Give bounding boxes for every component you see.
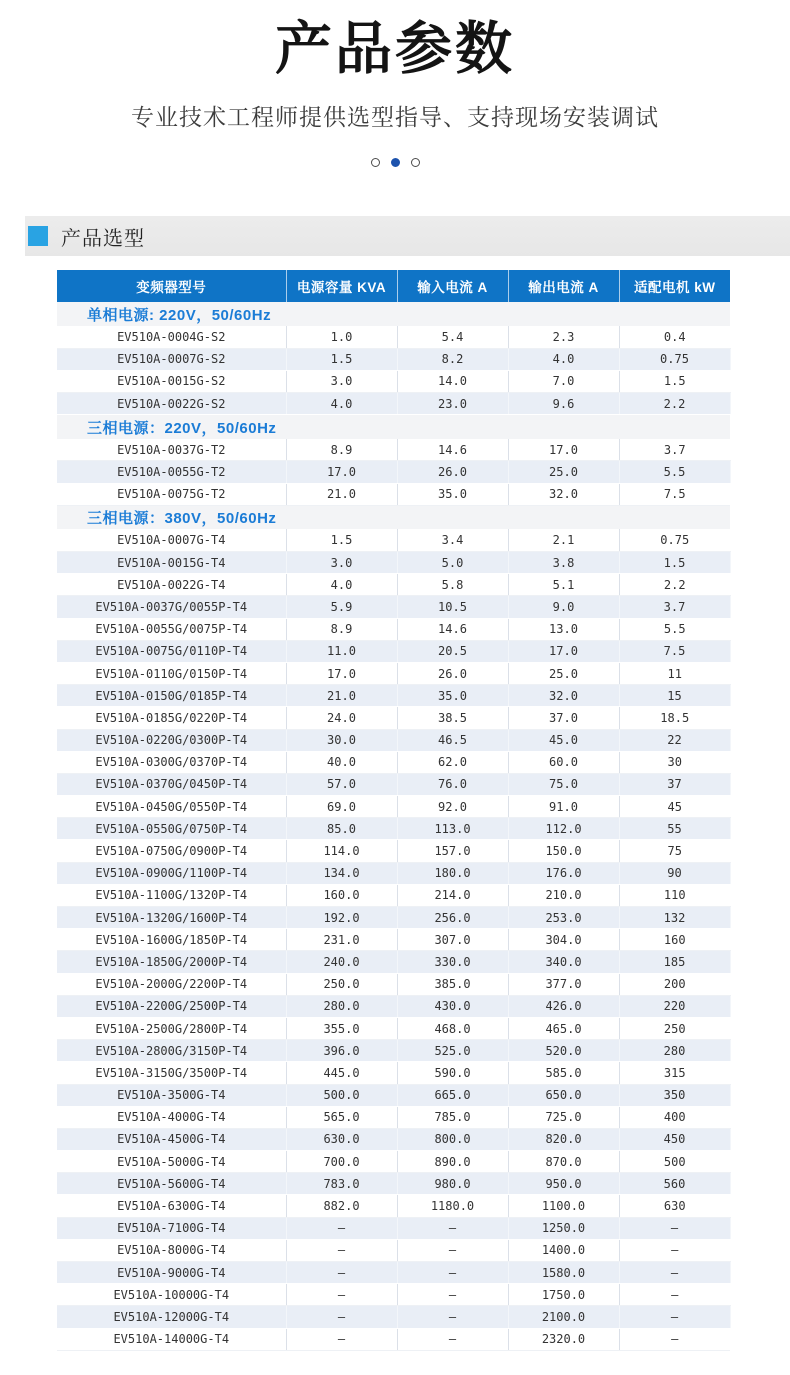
model-cell: EV510A-0300G/0370P-T4 bbox=[57, 751, 286, 773]
value-cell: 32.0 bbox=[508, 483, 619, 505]
carousel-dot-inactive[interactable] bbox=[411, 158, 420, 167]
value-cell: 60.0 bbox=[508, 751, 619, 773]
model-cell: EV510A-5000G-T4 bbox=[57, 1151, 286, 1173]
value-cell: 7.0 bbox=[508, 370, 619, 392]
model-cell: EV510A-3150G/3500P-T4 bbox=[57, 1062, 286, 1084]
value-cell: 5.1 bbox=[508, 574, 619, 596]
value-cell: 785.0 bbox=[397, 1106, 508, 1128]
value-cell: 280 bbox=[619, 1040, 730, 1062]
column-header: 变频器型号 bbox=[57, 270, 286, 302]
table-row bbox=[57, 439, 730, 461]
value-cell: 5.0 bbox=[397, 552, 508, 574]
table-row bbox=[57, 640, 730, 662]
table-row bbox=[57, 1306, 730, 1328]
value-cell: 2.1 bbox=[508, 529, 619, 551]
value-cell: – bbox=[619, 1239, 730, 1261]
model-cell: EV510A-0075G-T2 bbox=[57, 483, 286, 505]
value-cell: 11 bbox=[619, 662, 730, 684]
table-row bbox=[57, 1239, 730, 1261]
value-cell: 4.0 bbox=[286, 393, 397, 415]
value-cell: 160 bbox=[619, 929, 730, 951]
value-cell: 26.0 bbox=[397, 461, 508, 483]
value-cell: 17.0 bbox=[508, 439, 619, 461]
model-cell: EV510A-0185G/0220P-T4 bbox=[57, 707, 286, 729]
value-cell: 1.0 bbox=[286, 326, 397, 348]
value-cell: 520.0 bbox=[508, 1040, 619, 1062]
value-cell: 2.2 bbox=[619, 393, 730, 415]
table-row bbox=[57, 483, 730, 505]
table-row bbox=[57, 461, 730, 483]
model-cell: EV510A-0004G-S2 bbox=[57, 326, 286, 348]
model-cell: EV510A-2800G/3150P-T4 bbox=[57, 1040, 286, 1062]
model-cell: EV510A-7100G-T4 bbox=[57, 1217, 286, 1239]
table-row bbox=[57, 707, 730, 729]
value-cell: 307.0 bbox=[397, 929, 508, 951]
value-cell: 585.0 bbox=[508, 1062, 619, 1084]
column-header: 输出电流 A bbox=[508, 270, 619, 302]
model-cell: EV510A-0900G/1100P-T4 bbox=[57, 862, 286, 884]
value-cell: 25.0 bbox=[508, 662, 619, 684]
table-row bbox=[57, 596, 730, 618]
model-cell: EV510A-0015G-T4 bbox=[57, 552, 286, 574]
value-cell: 92.0 bbox=[397, 796, 508, 818]
value-cell: 253.0 bbox=[508, 907, 619, 929]
value-cell: 200 bbox=[619, 973, 730, 995]
value-cell: 8.9 bbox=[286, 439, 397, 461]
value-cell: 0.4 bbox=[619, 326, 730, 348]
value-cell: 113.0 bbox=[397, 818, 508, 840]
model-cell: EV510A-4000G-T4 bbox=[57, 1106, 286, 1128]
value-cell: 5.4 bbox=[397, 326, 508, 348]
value-cell: 3.7 bbox=[619, 596, 730, 618]
value-cell: 35.0 bbox=[397, 685, 508, 707]
value-cell: 250 bbox=[619, 1017, 730, 1039]
value-cell: 3.7 bbox=[619, 439, 730, 461]
hero-banner bbox=[0, 0, 790, 167]
value-cell: 45 bbox=[619, 796, 730, 818]
value-cell: 62.0 bbox=[397, 751, 508, 773]
value-cell: 14.6 bbox=[397, 439, 508, 461]
value-cell: 400 bbox=[619, 1106, 730, 1128]
value-cell: 500 bbox=[619, 1151, 730, 1173]
value-cell: – bbox=[286, 1328, 397, 1350]
carousel-dot-active[interactable] bbox=[391, 158, 400, 167]
value-cell: 13.0 bbox=[508, 618, 619, 640]
value-cell: – bbox=[286, 1217, 397, 1239]
model-cell: EV510A-0550G/0750P-T4 bbox=[57, 818, 286, 840]
model-cell: EV510A-0055G/0075P-T4 bbox=[57, 618, 286, 640]
model-cell: EV510A-1100G/1320P-T4 bbox=[57, 884, 286, 906]
value-cell: 304.0 bbox=[508, 929, 619, 951]
value-cell: – bbox=[397, 1217, 508, 1239]
value-cell: 665.0 bbox=[397, 1084, 508, 1106]
table-row bbox=[57, 973, 730, 995]
table-row bbox=[57, 929, 730, 951]
value-cell: 5.5 bbox=[619, 618, 730, 640]
value-cell: 450 bbox=[619, 1128, 730, 1150]
value-cell: 110 bbox=[619, 884, 730, 906]
value-cell: 8.9 bbox=[286, 618, 397, 640]
value-cell: 426.0 bbox=[508, 995, 619, 1017]
value-cell: 35.0 bbox=[397, 483, 508, 505]
value-cell: 2.2 bbox=[619, 574, 730, 596]
value-cell: 0.75 bbox=[619, 348, 730, 370]
value-cell: 45.0 bbox=[508, 729, 619, 751]
table-row bbox=[57, 1040, 730, 1062]
group-label: 三相电源：220V，50/60Hz bbox=[57, 415, 730, 439]
model-cell: EV510A-0370G/0450P-T4 bbox=[57, 773, 286, 795]
value-cell: 315 bbox=[619, 1062, 730, 1084]
value-cell: 46.5 bbox=[397, 729, 508, 751]
table-row bbox=[57, 907, 730, 929]
value-cell: 25.0 bbox=[508, 461, 619, 483]
table-row bbox=[57, 529, 730, 551]
value-cell: 2.3 bbox=[508, 326, 619, 348]
value-cell: 500.0 bbox=[286, 1084, 397, 1106]
group-header-row bbox=[57, 415, 730, 439]
value-cell: 9.6 bbox=[508, 393, 619, 415]
model-cell: EV510A-0055G-T2 bbox=[57, 461, 286, 483]
value-cell: 800.0 bbox=[397, 1128, 508, 1150]
value-cell: 220 bbox=[619, 995, 730, 1017]
value-cell: 210.0 bbox=[508, 884, 619, 906]
value-cell: 8.2 bbox=[397, 348, 508, 370]
table-row bbox=[57, 1017, 730, 1039]
value-cell: 11.0 bbox=[286, 640, 397, 662]
model-cell: EV510A-0075G/0110P-T4 bbox=[57, 640, 286, 662]
value-cell: 26.0 bbox=[397, 662, 508, 684]
model-cell: EV510A-3500G-T4 bbox=[57, 1084, 286, 1106]
value-cell: 20.5 bbox=[397, 640, 508, 662]
table-row bbox=[57, 951, 730, 973]
value-cell: 560 bbox=[619, 1173, 730, 1195]
value-cell: 134.0 bbox=[286, 862, 397, 884]
value-cell: 1.5 bbox=[286, 348, 397, 370]
value-cell: 396.0 bbox=[286, 1040, 397, 1062]
value-cell: – bbox=[619, 1217, 730, 1239]
table-row bbox=[57, 884, 730, 906]
value-cell: 55 bbox=[619, 818, 730, 840]
value-cell: 256.0 bbox=[397, 907, 508, 929]
carousel-dots bbox=[0, 158, 790, 167]
table-row bbox=[57, 751, 730, 773]
value-cell: 377.0 bbox=[508, 973, 619, 995]
value-cell: 1.5 bbox=[619, 552, 730, 574]
page-subtitle: 专业技术工程师提供选型指导、支持现场安装调试 bbox=[131, 104, 659, 130]
value-cell: 14.0 bbox=[397, 370, 508, 392]
value-cell: 7.5 bbox=[619, 483, 730, 505]
model-cell: EV510A-0220G/0300P-T4 bbox=[57, 729, 286, 751]
table-row bbox=[57, 1062, 730, 1084]
table-row bbox=[57, 348, 730, 370]
model-cell: EV510A-0750G/0900P-T4 bbox=[57, 840, 286, 862]
value-cell: 17.0 bbox=[508, 640, 619, 662]
value-cell: 2100.0 bbox=[508, 1306, 619, 1328]
table-row bbox=[57, 1173, 730, 1195]
model-cell: EV510A-2500G/2800P-T4 bbox=[57, 1017, 286, 1039]
value-cell: 1400.0 bbox=[508, 1239, 619, 1261]
column-header: 适配电机 kW bbox=[619, 270, 730, 302]
model-cell: EV510A-0450G/0550P-T4 bbox=[57, 796, 286, 818]
model-cell: EV510A-12000G-T4 bbox=[57, 1306, 286, 1328]
column-header: 输入电流 A bbox=[397, 270, 508, 302]
carousel-dot-inactive[interactable] bbox=[371, 158, 380, 167]
value-cell: 882.0 bbox=[286, 1195, 397, 1217]
value-cell: 4.0 bbox=[508, 348, 619, 370]
table-row bbox=[57, 662, 730, 684]
value-cell: – bbox=[286, 1262, 397, 1284]
value-cell: 30.0 bbox=[286, 729, 397, 751]
value-cell: – bbox=[397, 1284, 508, 1306]
value-cell: 18.5 bbox=[619, 707, 730, 729]
value-cell: – bbox=[619, 1306, 730, 1328]
model-cell: EV510A-2000G/2200P-T4 bbox=[57, 973, 286, 995]
value-cell: – bbox=[619, 1284, 730, 1306]
accent-square-icon bbox=[28, 226, 48, 246]
table-row bbox=[57, 995, 730, 1017]
model-cell: EV510A-1600G/1850P-T4 bbox=[57, 929, 286, 951]
value-cell: 1250.0 bbox=[508, 1217, 619, 1239]
value-cell: 17.0 bbox=[286, 461, 397, 483]
value-cell: 37.0 bbox=[508, 707, 619, 729]
model-cell: EV510A-10000G-T4 bbox=[57, 1284, 286, 1306]
value-cell: 185 bbox=[619, 951, 730, 973]
value-cell: 1580.0 bbox=[508, 1262, 619, 1284]
page-title: 产品参数 bbox=[275, 17, 515, 81]
value-cell: 280.0 bbox=[286, 995, 397, 1017]
value-cell: 38.5 bbox=[397, 707, 508, 729]
model-cell: EV510A-0022G-T4 bbox=[57, 574, 286, 596]
model-cell: EV510A-0007G-S2 bbox=[57, 348, 286, 370]
table-row bbox=[57, 1106, 730, 1128]
value-cell: 385.0 bbox=[397, 973, 508, 995]
model-cell: EV510A-6300G-T4 bbox=[57, 1195, 286, 1217]
value-cell: 445.0 bbox=[286, 1062, 397, 1084]
model-cell: EV510A-0015G-S2 bbox=[57, 370, 286, 392]
value-cell: 1.5 bbox=[619, 370, 730, 392]
table-row bbox=[57, 862, 730, 884]
value-cell: 870.0 bbox=[508, 1151, 619, 1173]
table-row bbox=[57, 574, 730, 596]
table-row bbox=[57, 1084, 730, 1106]
value-cell: 21.0 bbox=[286, 685, 397, 707]
product-selection-table bbox=[57, 270, 731, 1351]
value-cell: 250.0 bbox=[286, 973, 397, 995]
value-cell: 565.0 bbox=[286, 1106, 397, 1128]
section-title: 产品选型 bbox=[61, 227, 145, 250]
value-cell: – bbox=[397, 1328, 508, 1350]
model-cell: EV510A-0110G/0150P-T4 bbox=[57, 662, 286, 684]
table-row bbox=[57, 326, 730, 348]
value-cell: 22 bbox=[619, 729, 730, 751]
value-cell: 192.0 bbox=[286, 907, 397, 929]
value-cell: 3.0 bbox=[286, 370, 397, 392]
value-cell: 214.0 bbox=[397, 884, 508, 906]
table-row bbox=[57, 796, 730, 818]
value-cell: 32.0 bbox=[508, 685, 619, 707]
model-cell: EV510A-0007G-T4 bbox=[57, 529, 286, 551]
value-cell: 112.0 bbox=[508, 818, 619, 840]
value-cell: 430.0 bbox=[397, 995, 508, 1017]
table-row bbox=[57, 685, 730, 707]
value-cell: 132 bbox=[619, 907, 730, 929]
value-cell: 21.0 bbox=[286, 483, 397, 505]
model-cell: EV510A-4500G-T4 bbox=[57, 1128, 286, 1150]
model-cell: EV510A-14000G-T4 bbox=[57, 1328, 286, 1350]
value-cell: 14.6 bbox=[397, 618, 508, 640]
value-cell: 15 bbox=[619, 685, 730, 707]
table-row bbox=[57, 370, 730, 392]
table-row bbox=[57, 393, 730, 415]
value-cell: 1100.0 bbox=[508, 1195, 619, 1217]
model-cell: EV510A-1320G/1600P-T4 bbox=[57, 907, 286, 929]
value-cell: 40.0 bbox=[286, 751, 397, 773]
table-row bbox=[57, 1328, 730, 1350]
table-row bbox=[57, 818, 730, 840]
model-cell: EV510A-0037G/0055P-T4 bbox=[57, 596, 286, 618]
value-cell: 180.0 bbox=[397, 862, 508, 884]
value-cell: 1.5 bbox=[286, 529, 397, 551]
value-cell: 465.0 bbox=[508, 1017, 619, 1039]
value-cell: 340.0 bbox=[508, 951, 619, 973]
value-cell: 650.0 bbox=[508, 1084, 619, 1106]
value-cell: – bbox=[619, 1328, 730, 1350]
value-cell: 160.0 bbox=[286, 884, 397, 906]
value-cell: 37 bbox=[619, 773, 730, 795]
value-cell: 240.0 bbox=[286, 951, 397, 973]
value-cell: 150.0 bbox=[508, 840, 619, 862]
value-cell: 1750.0 bbox=[508, 1284, 619, 1306]
value-cell: 9.0 bbox=[508, 596, 619, 618]
value-cell: 30 bbox=[619, 751, 730, 773]
value-cell: 890.0 bbox=[397, 1151, 508, 1173]
value-cell: – bbox=[619, 1262, 730, 1284]
model-cell: EV510A-1850G/2000P-T4 bbox=[57, 951, 286, 973]
value-cell: 2320.0 bbox=[508, 1328, 619, 1350]
value-cell: – bbox=[397, 1239, 508, 1261]
value-cell: 820.0 bbox=[508, 1128, 619, 1150]
value-cell: 783.0 bbox=[286, 1173, 397, 1195]
value-cell: 5.8 bbox=[397, 574, 508, 596]
table-row bbox=[57, 1262, 730, 1284]
value-cell: 23.0 bbox=[397, 393, 508, 415]
table-row bbox=[57, 1195, 730, 1217]
model-cell: EV510A-9000G-T4 bbox=[57, 1262, 286, 1284]
column-header: 电源容量 KVA bbox=[286, 270, 397, 302]
value-cell: 3.8 bbox=[508, 552, 619, 574]
value-cell: 700.0 bbox=[286, 1151, 397, 1173]
table-row bbox=[57, 773, 730, 795]
value-cell: 1180.0 bbox=[397, 1195, 508, 1217]
value-cell: 630 bbox=[619, 1195, 730, 1217]
value-cell: 980.0 bbox=[397, 1173, 508, 1195]
value-cell: 57.0 bbox=[286, 773, 397, 795]
value-cell: 17.0 bbox=[286, 662, 397, 684]
value-cell: 10.5 bbox=[397, 596, 508, 618]
value-cell: 85.0 bbox=[286, 818, 397, 840]
group-header-row bbox=[57, 302, 730, 326]
value-cell: 76.0 bbox=[397, 773, 508, 795]
value-cell: 231.0 bbox=[286, 929, 397, 951]
value-cell: – bbox=[286, 1306, 397, 1328]
table-row bbox=[57, 729, 730, 751]
value-cell: 24.0 bbox=[286, 707, 397, 729]
value-cell: – bbox=[397, 1306, 508, 1328]
group-label: 单相电源: 220V，50/60Hz bbox=[57, 302, 730, 326]
model-cell: EV510A-2200G/2500P-T4 bbox=[57, 995, 286, 1017]
model-cell: EV510A-8000G-T4 bbox=[57, 1239, 286, 1261]
table-row bbox=[57, 840, 730, 862]
table-row bbox=[57, 1284, 730, 1306]
table-row bbox=[57, 552, 730, 574]
value-cell: 75.0 bbox=[508, 773, 619, 795]
value-cell: 630.0 bbox=[286, 1128, 397, 1150]
value-cell: 176.0 bbox=[508, 862, 619, 884]
model-cell: EV510A-5600G-T4 bbox=[57, 1173, 286, 1195]
table-row bbox=[57, 618, 730, 640]
value-cell: 75 bbox=[619, 840, 730, 862]
value-cell: 725.0 bbox=[508, 1106, 619, 1128]
table-row bbox=[57, 1128, 730, 1150]
value-cell: – bbox=[286, 1284, 397, 1306]
value-cell: 590.0 bbox=[397, 1062, 508, 1084]
value-cell: 7.5 bbox=[619, 640, 730, 662]
value-cell: 0.75 bbox=[619, 529, 730, 551]
value-cell: 5.5 bbox=[619, 461, 730, 483]
value-cell: 4.0 bbox=[286, 574, 397, 596]
value-cell: 468.0 bbox=[397, 1017, 508, 1039]
value-cell: 3.0 bbox=[286, 552, 397, 574]
value-cell: 525.0 bbox=[397, 1040, 508, 1062]
value-cell: 350 bbox=[619, 1084, 730, 1106]
value-cell: – bbox=[397, 1262, 508, 1284]
value-cell: 91.0 bbox=[508, 796, 619, 818]
group-header-row bbox=[57, 505, 730, 529]
value-cell: 330.0 bbox=[397, 951, 508, 973]
value-cell: – bbox=[286, 1239, 397, 1261]
value-cell: 69.0 bbox=[286, 796, 397, 818]
section-header-bar bbox=[25, 216, 790, 256]
value-cell: 5.9 bbox=[286, 596, 397, 618]
table-row bbox=[57, 1151, 730, 1173]
table-row bbox=[57, 1217, 730, 1239]
model-cell: EV510A-0037G-T2 bbox=[57, 439, 286, 461]
value-cell: 3.4 bbox=[397, 529, 508, 551]
group-label: 三相电源：380V，50/60Hz bbox=[57, 505, 730, 529]
value-cell: 157.0 bbox=[397, 840, 508, 862]
value-cell: 114.0 bbox=[286, 840, 397, 862]
value-cell: 355.0 bbox=[286, 1017, 397, 1039]
model-cell: EV510A-0022G-S2 bbox=[57, 393, 286, 415]
table-header-row bbox=[57, 270, 730, 302]
model-cell: EV510A-0150G/0185P-T4 bbox=[57, 685, 286, 707]
value-cell: 950.0 bbox=[508, 1173, 619, 1195]
value-cell: 90 bbox=[619, 862, 730, 884]
